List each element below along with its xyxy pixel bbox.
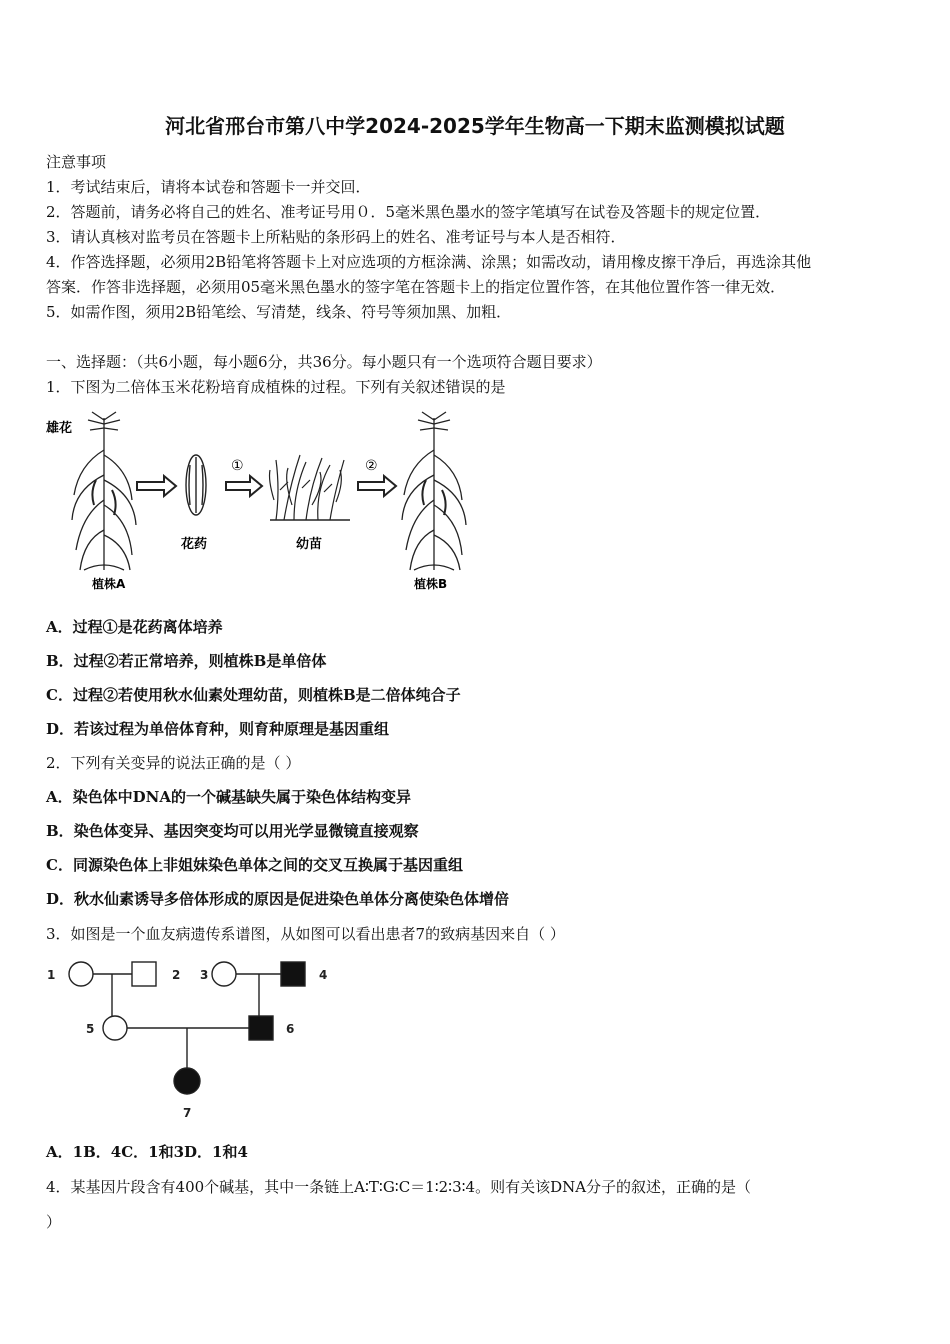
step-1-label: ① [231, 458, 244, 474]
pedigree-label-4: 4 [319, 968, 328, 982]
individual-5-female-unaffected [103, 1016, 127, 1040]
q3-options: A．1B．4C．1和3D．1和4 [46, 1143, 248, 1161]
individual-3-female-unaffected [212, 962, 236, 986]
seedling-image [270, 455, 351, 520]
q1-option-b: B．过程②若正常培养，则植株B是单倍体 [46, 652, 327, 670]
section-heading: 一、选择题：（共6小题，每小题6分，共36分。每小题只有一个选项符合题目要求） [46, 353, 602, 371]
q1-option-d: D．若该过程为单倍体育种，则育种原理是基因重组 [46, 720, 390, 738]
pedigree-label-7: 7 [183, 1106, 192, 1120]
notice-item: 2．答题前，请务必将自己的姓名、准考证号用０．5毫米黑色墨水的签字笔填写在试卷及答题卡的规定位置． [46, 203, 771, 221]
q1-option-a: A．过程①是花药离体培养 [46, 618, 223, 636]
notice-item: 答案．作答非选择题，必须用05毫米黑色墨水的签字笔在答题卡上的指定位置作答，在其他位置作答一律无效． [46, 278, 786, 296]
notice-item: 5．如需作图，须用2B铅笔绘、写清楚，线条、符号等须加黑、加粗． [46, 303, 512, 321]
individual-7-female-affected [174, 1068, 200, 1094]
plant-a-image [72, 412, 136, 570]
individual-1-female-unaffected [69, 962, 93, 986]
q1-option-c: C．过程②若使用秋水仙素处理幼苗，则植株B是二倍体纯合子 [46, 686, 461, 704]
q2-option-d: D．秋水仙素诱导多倍体形成的原因是促进染色单体分离使染色体增倍 [46, 890, 510, 908]
arrow-icon [226, 476, 262, 496]
question-2-stem: 2．下列有关变异的说法正确的是（ ） [46, 754, 301, 772]
pedigree-label-2: 2 [172, 968, 181, 982]
arrow-icon [358, 476, 396, 496]
label-male-flower: 雄花 [46, 421, 73, 436]
notice-heading: 注意事项 [46, 153, 107, 171]
plant-b-image [402, 412, 466, 570]
pedigree-chart [44, 955, 344, 1125]
label-plant-b: 植株B [414, 577, 448, 591]
label-anther: 花药 [181, 537, 208, 552]
corn-culture-figure [44, 410, 484, 600]
q2-option-a: A．染色体中DNA的一个碱基缺失属于染色体结构变异 [46, 788, 411, 806]
question-4-stem-end: ） [46, 1213, 62, 1231]
individual-6-male-affected [249, 1016, 273, 1040]
anther-image [186, 455, 206, 515]
arrow-icon [137, 476, 176, 496]
pedigree-label-5: 5 [86, 1022, 95, 1036]
individual-2-male-unaffected [132, 962, 156, 986]
step-2-label: ② [365, 458, 378, 474]
label-plant-a: 植株A [92, 577, 126, 591]
question-4-stem: 4．某基因片段含有400个碱基，其中一条链上A∶T∶G∶C＝1∶2∶3∶4。则有关该DNA分子的叙述，正确的是（ [46, 1178, 752, 1196]
question-1-stem: 1．下图为二倍体玉米花粉培育成植株的过程。下列有关叙述错误的是 [46, 378, 506, 396]
label-seedling: 幼苗 [296, 537, 323, 552]
q2-option-b: B．染色体变异、基因突变均可以用光学显微镜直接观察 [46, 822, 419, 840]
q2-option-c: C．同源染色体上非姐妹染色单体之间的交叉互换属于基因重组 [46, 856, 463, 874]
pedigree-label-3: 3 [200, 968, 209, 982]
notice-item: 4．作答选择题，必须用2B铅笔将答题卡上对应选项的方框涂满、涂黑；如需改动，请用橡皮擦干净后，再选涂其他 [46, 253, 812, 271]
pedigree-label-6: 6 [286, 1022, 295, 1036]
question-3-stem: 3．如图是一个血友病遗传系谱图，从如图可以看出患者7的致病基因来自（ ） [46, 925, 565, 943]
individual-4-male-affected [281, 962, 305, 986]
notice-item: 3．请认真核对监考员在答题卡上所粘贴的条形码上的姓名、准考证号与本人是否相符． [46, 228, 626, 246]
page-title: 河北省邢台市第八中学2024-2025学年生物高一下期末监测模拟试题 [165, 114, 785, 138]
notice-item: 1．考试结束后，请将本试卷和答题卡一并交回． [46, 178, 371, 196]
pedigree-label-1: 1 [47, 968, 56, 982]
